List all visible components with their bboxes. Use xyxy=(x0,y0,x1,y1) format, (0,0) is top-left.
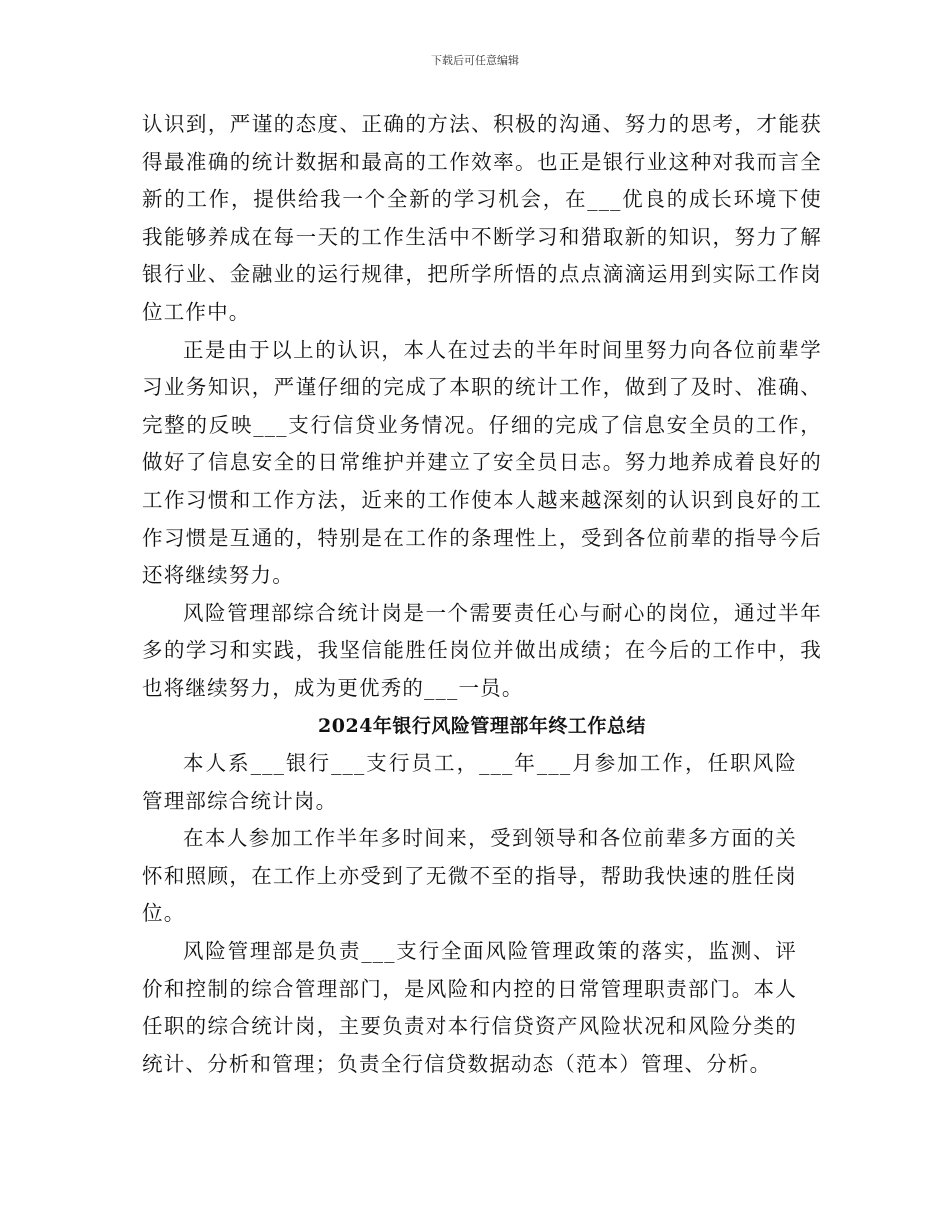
document-title: 2024年银行风险管理部年终工作总结 xyxy=(318,714,646,737)
paragraph-5: 在本人参加工作半年多时间来，受到领导和各位前辈多方面的关怀和照顾，在工作上亦受到了无微不至的指导，帮助我快速的胜任岗位。 xyxy=(142,826,797,926)
document-body xyxy=(142,106,822,1083)
paragraph-2: 正是由于以上的认识，本人在过去的半年时间里努力向各位前辈学习业务知识，严谨仔细的完成了本职的统计工作，做到了及时、准确、完整的反映___支行信贷业务情况。仔细的完成了信息安全员的工作，做好了信息安全的日常维护并建立了安全员日志。努力地养成着良好的工作习惯和工作方法，近来的工作使本人越来越深刻的认识到良好的工作习惯是互通的，特别是在工作的条理性上，受到各位前辈的指导今后还将继续努力。 xyxy=(142,337,822,588)
paragraph-6: 风险管理部是负责___支行全面风险管理政策的落实，监测、评价和控制的综合管理部门，是风险和内控的日常管理职责部门。本人任职的综合统计岗，主要负责对本行信贷资产风险状况和风险分类的统计、分析和管理；负责全行信贷数据动态（范本）管理、分析。 xyxy=(142,939,797,1076)
paragraph-4: 本人系___银行___支行员工，___年___月参加工作，任职风险管理部综合统计岗。 xyxy=(142,751,797,813)
paragraph-1: 认识到，严谨的态度、正确的方法、积极的沟通、努力的思考，才能获得最准确的统计数据和最高的工作效率。也正是银行业这种对我而言全新的工作，提供给我一个全新的学习机会，在___优良的成长环境下使我能够养成在每一天的工作生活中不断学习和猎取新的知识，努力了解银行业、金融业的运行规律，把所学所悟的点点滴滴运用到实际工作岗位工作中。 xyxy=(142,112,822,324)
page-header-note: 下载后可任意编辑 xyxy=(431,54,519,67)
paragraph-3: 风险管理部综合统计岗是一个需要责任心与耐心的岗位，通过半年多的学习和实践，我坚信能胜任岗位并做出成绩；在今后的工作中，我也将继续努力，成为更优秀的___一员。 xyxy=(142,600,822,700)
